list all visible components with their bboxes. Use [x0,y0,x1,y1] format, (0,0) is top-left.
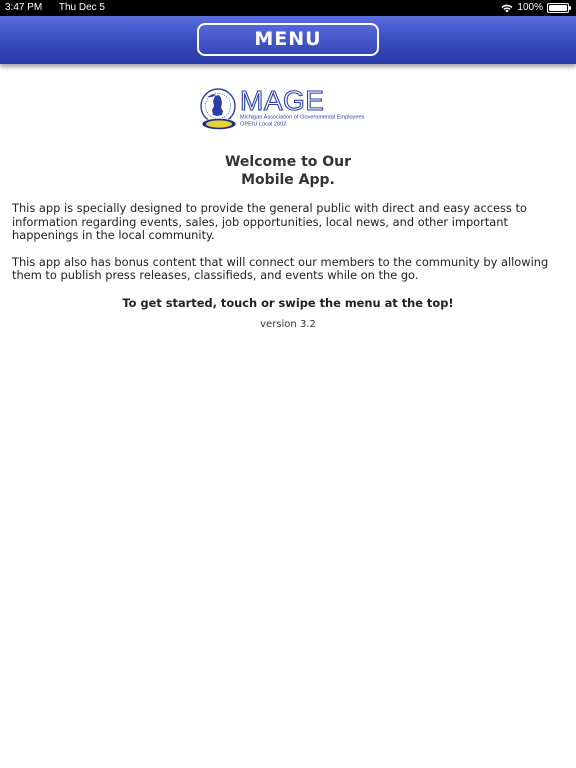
battery-icon [547,3,569,13]
status-left [5,0,119,16]
main-content [12,150,564,332]
bonus-paragraph: This app also has bonus content that will connect our members to the community by allowing them to publish press releases, classifieds, and events while on the go. [12,254,549,282]
svg-text:OPEIU Local 2002: OPEIU Local 2002 [240,121,287,128]
battery-percent: 100% [517,2,543,13]
welcome-heading [12,153,564,189]
get-started-text: To get started, touch or swipe the menu at the top! [122,295,454,310]
version-text: version 3.2 [260,318,316,330]
status-date: Thu Dec 5 [58,2,105,13]
welcome-line-2: Mobile App. [241,172,335,188]
svg-text:MAGE: MAGE [240,85,325,116]
mage-logo [198,84,376,132]
status-time: 3:47 PM [5,2,43,13]
menu-button[interactable]: MENU [197,23,379,56]
welcome-line-1: Welcome to Our [224,154,352,170]
intro-paragraph: This app is specially designed to provide the general public with direct and easy access to information regarding events, sales, job opportunities, local news, and other important happenings in the local community. [12,201,527,242]
status-right [501,0,571,16]
wifi-icon [501,4,513,13]
header-bar [0,16,576,64]
status-bar [0,0,576,16]
svg-text:Michigan Association of Govern: Michigan Association of Governmental Employees [240,114,365,121]
